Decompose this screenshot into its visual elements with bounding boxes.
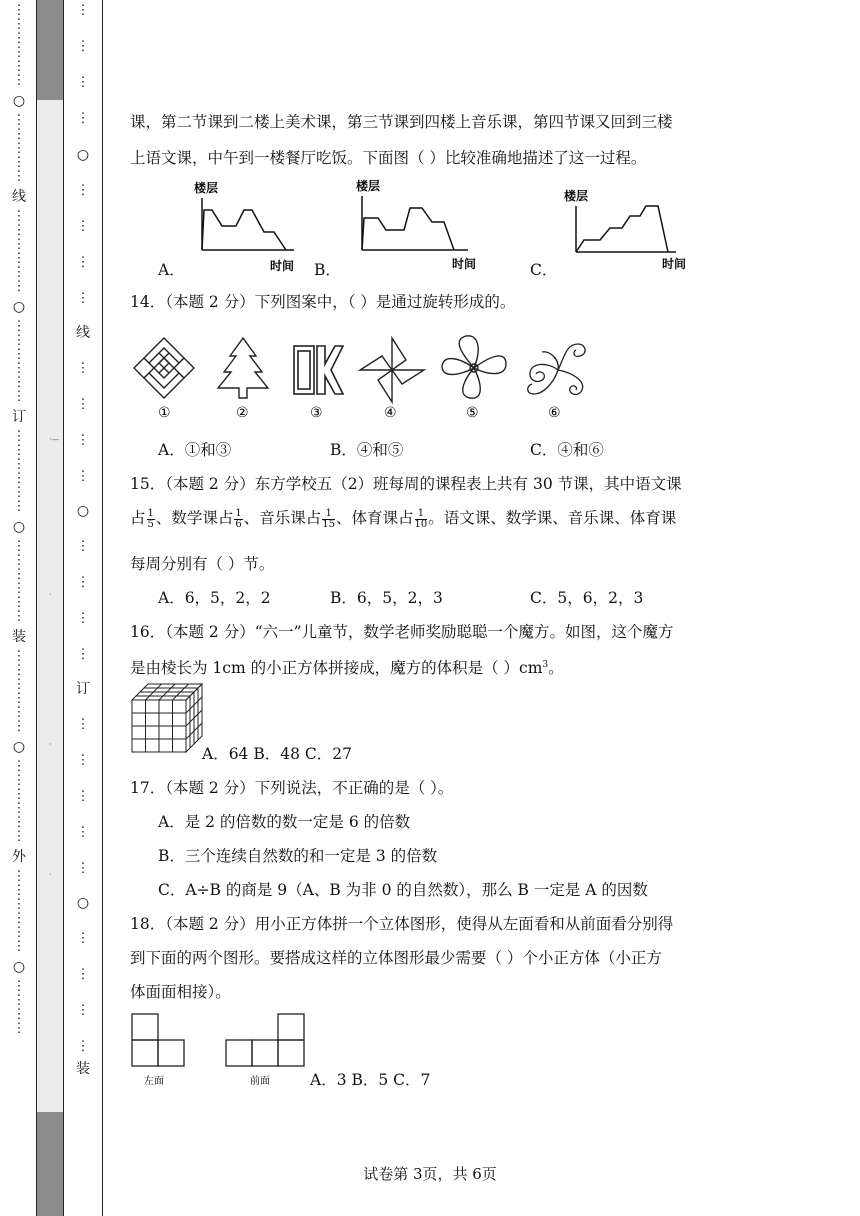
binding-inner-column: ⋮ ⋮ ⋮ ⋮ ○ ⋮ ⋮ ⋮ ⋮ 线 ⋮ ⋮ ⋮ ⋮ ○ ⋮ ⋮ ⋮ ⋮ 订 ⋮ ⋮ ⋮ ⋮ ⋮ ○ ⋮ ⋮ ⋮ ⋮ 装 bbox=[76, 3, 90, 1077]
q15-seg: 占 bbox=[130, 509, 146, 527]
q15-option-a: A．6，5，2，2 bbox=[158, 589, 271, 607]
q15-text-line1: 15．（本题 2 分）东方学校五（2）班每周的课程表上共有 30 节课，其中语文课 bbox=[130, 475, 682, 493]
binding-outer-mark: 装 bbox=[12, 629, 26, 645]
q13-graph-a bbox=[190, 178, 310, 274]
binding-outer-mark: 线 bbox=[12, 189, 26, 205]
q13-text-line1: 课，第二节课到二楼上美术课，第三节课到四楼上音乐课，第四节课又回到三楼 bbox=[130, 113, 673, 131]
q15-option-b: B．6，5，2，3 bbox=[330, 589, 443, 607]
q14-patterns bbox=[130, 332, 730, 424]
q18-text-line3: 体面面相接）。 bbox=[130, 983, 231, 1001]
q15-seg: 。语文课、数学课、音乐课、体育课 bbox=[428, 509, 677, 527]
q17-stem: 17．（本题 2 分）下列说法，不正确的是（ ）。 bbox=[130, 779, 454, 797]
binding-inner-mark: ○ bbox=[76, 503, 90, 519]
binding-line-right bbox=[102, 0, 103, 1216]
pattern-swirl-icon bbox=[528, 344, 585, 394]
fraction-math: $\frac{1}{6}$ bbox=[235, 507, 242, 530]
binding-outer-mark: ○ bbox=[12, 93, 26, 109]
q18-views bbox=[130, 1008, 310, 1090]
pattern-label: ① bbox=[158, 405, 171, 421]
front-view-label: 前面 bbox=[250, 1076, 270, 1087]
q13-option-b: B． bbox=[314, 261, 341, 279]
q15-seg: 、音乐课占 bbox=[243, 509, 322, 527]
graph-xlabel: 时间 bbox=[270, 259, 295, 273]
binding-outer-column: ⋮ ⋮ ⋮ ⋮ ⋮ ⋮ ○ ⋮ ⋮ ⋮ ⋮ ⋮ 线 ⋮ ⋮ ⋮ ⋮ ⋮ ⋮ ○ ⋮ ⋮ ⋮ ⋮ ⋮ ⋮ 订 ⋮ ⋮ ⋮ ⋮ ⋮ ⋮ ○ ⋮ ⋮ ⋮ ⋮ ⋮ ⋮ 装 ⋮ ⋮ ⋮ ⋮ ⋮ ⋮ ○ ⋮ ⋮ ⋮ ⋮ ⋮ ⋮ 外 ⋮ ⋮ ⋮ ⋮ ⋮ ⋮ ○ ⋮ ⋮ ⋮ ⋮ bbox=[12, 3, 26, 1036]
binding-inner-mark: 订 bbox=[76, 681, 90, 697]
binding-strip-mark: · bbox=[49, 740, 52, 749]
q18-options: A．3 B．5 C．7 bbox=[310, 1071, 431, 1089]
q13-option-c: C． bbox=[530, 261, 558, 279]
q15-option-c: C．5，6，2，3 bbox=[530, 589, 644, 607]
pattern-flower-icon bbox=[442, 336, 506, 398]
binding-strip-dark-top bbox=[36, 0, 63, 100]
binding-inner-mark: 线 bbox=[76, 325, 90, 341]
binding-outer-mark: ○ bbox=[12, 299, 26, 315]
q15-text-line3: 每周分别有（ ）节。 bbox=[130, 555, 275, 573]
fraction-music: $\frac{1}{15}$ bbox=[322, 507, 336, 530]
q15-seg: 、体育课占 bbox=[336, 509, 414, 527]
q14-option-a: A．①和③ bbox=[158, 441, 232, 459]
q13-option-a: A． bbox=[158, 261, 185, 279]
q13-graph-b bbox=[352, 178, 482, 274]
page-footer: 试卷第 3页，共 6页 bbox=[363, 1165, 497, 1183]
pattern-label: ⑤ bbox=[466, 405, 479, 421]
q16-text-line2: 是由棱长为 1cm 的小正方体拼接成，魔方的体积是（ ）$cm^3$。 bbox=[130, 659, 564, 677]
q15-text-line2 bbox=[130, 506, 676, 530]
binding-line-left bbox=[36, 0, 37, 1216]
graph-xlabel: 时间 bbox=[452, 257, 477, 271]
binding-strip-mark: · bbox=[49, 870, 52, 879]
binding-margin-strip bbox=[36, 0, 63, 1216]
binding-inner-mark: ○ bbox=[76, 895, 90, 911]
q15-seg: 、数学课占 bbox=[155, 509, 234, 527]
q18-text-line1: 18．（本题 2 分）用小正方体拼一个立体图形，使得从左面看和从前面看分别得 bbox=[130, 915, 674, 933]
binding-outer-mark: 订 bbox=[12, 409, 26, 425]
graph-ylabel: 楼层 bbox=[564, 189, 589, 203]
graph-ylabel: 楼层 bbox=[194, 181, 219, 195]
q16-options: A．64 B．48 C．27 bbox=[202, 745, 352, 763]
q13-text-line2: 上语文课，中午到一楼餐厅吃饭。下面图（ ）比较准确地描述了这一过程。 bbox=[130, 149, 647, 167]
fraction-chinese: $\frac{1}{5}$ bbox=[147, 507, 154, 530]
binding-inner-mark: ○ bbox=[76, 147, 90, 163]
binding-outer-mark: ○ bbox=[12, 959, 26, 975]
q17-option-b: B．三个连续自然数的和一定是 3 的倍数 bbox=[158, 847, 438, 865]
q17-option-a: A．是 2 的倍数的数一定是 6 的倍数 bbox=[158, 813, 411, 831]
pattern-label: ③ bbox=[310, 405, 323, 421]
pattern-tree-icon bbox=[218, 338, 268, 398]
binding-strip-mark: · bbox=[49, 590, 52, 599]
graph-xlabel: 时间 bbox=[662, 257, 687, 271]
pattern-label: ④ bbox=[384, 405, 397, 421]
binding-outer-mark: ○ bbox=[12, 739, 26, 755]
binding-outer-mark: ○ bbox=[12, 519, 26, 535]
left-view-label: 左面 bbox=[144, 1076, 164, 1087]
pattern-label: ⑥ bbox=[548, 405, 561, 421]
q14-stem: 14．（本题 2 分）下列图案中，（ ）是通过旋转形成的。 bbox=[130, 293, 516, 311]
binding-inner-mark: 装 bbox=[76, 1061, 90, 1077]
pattern-ok-icon bbox=[294, 346, 343, 394]
left-view-figure bbox=[132, 1014, 184, 1066]
front-view-figure bbox=[226, 1014, 304, 1066]
q14-option-b: B．④和⑤ bbox=[330, 441, 404, 459]
q16-text-line1: 16．（本题 2 分）“六一”儿童节，数学老师奖励聪聪一个魔方。如图，这个魔方 bbox=[130, 623, 674, 641]
pattern-label: ② bbox=[236, 405, 249, 421]
q13-graph-c bbox=[562, 186, 692, 276]
fraction-pe: $\frac{1}{10}$ bbox=[414, 507, 428, 530]
binding-strip-mark: ·— bbox=[49, 435, 60, 444]
rubiks-cube-icon bbox=[130, 682, 206, 756]
pattern-knot-icon bbox=[134, 338, 194, 398]
q14-option-c: C．④和⑥ bbox=[530, 441, 604, 459]
binding-line-mid bbox=[63, 0, 64, 1216]
graph-ylabel: 楼层 bbox=[356, 179, 381, 193]
pattern-pinwheel-icon bbox=[360, 338, 424, 402]
binding-outer-mark: 外 bbox=[12, 849, 26, 865]
q17-option-c: C．A÷B 的商是 9（A、B 为非 0 的自然数），那么 B 一定是 A 的因数 bbox=[158, 881, 648, 899]
q18-text-line2: 到下面的两个图形。要搭成这样的立体图形最少需要（ ）个小正方体（小正方 bbox=[130, 949, 662, 967]
